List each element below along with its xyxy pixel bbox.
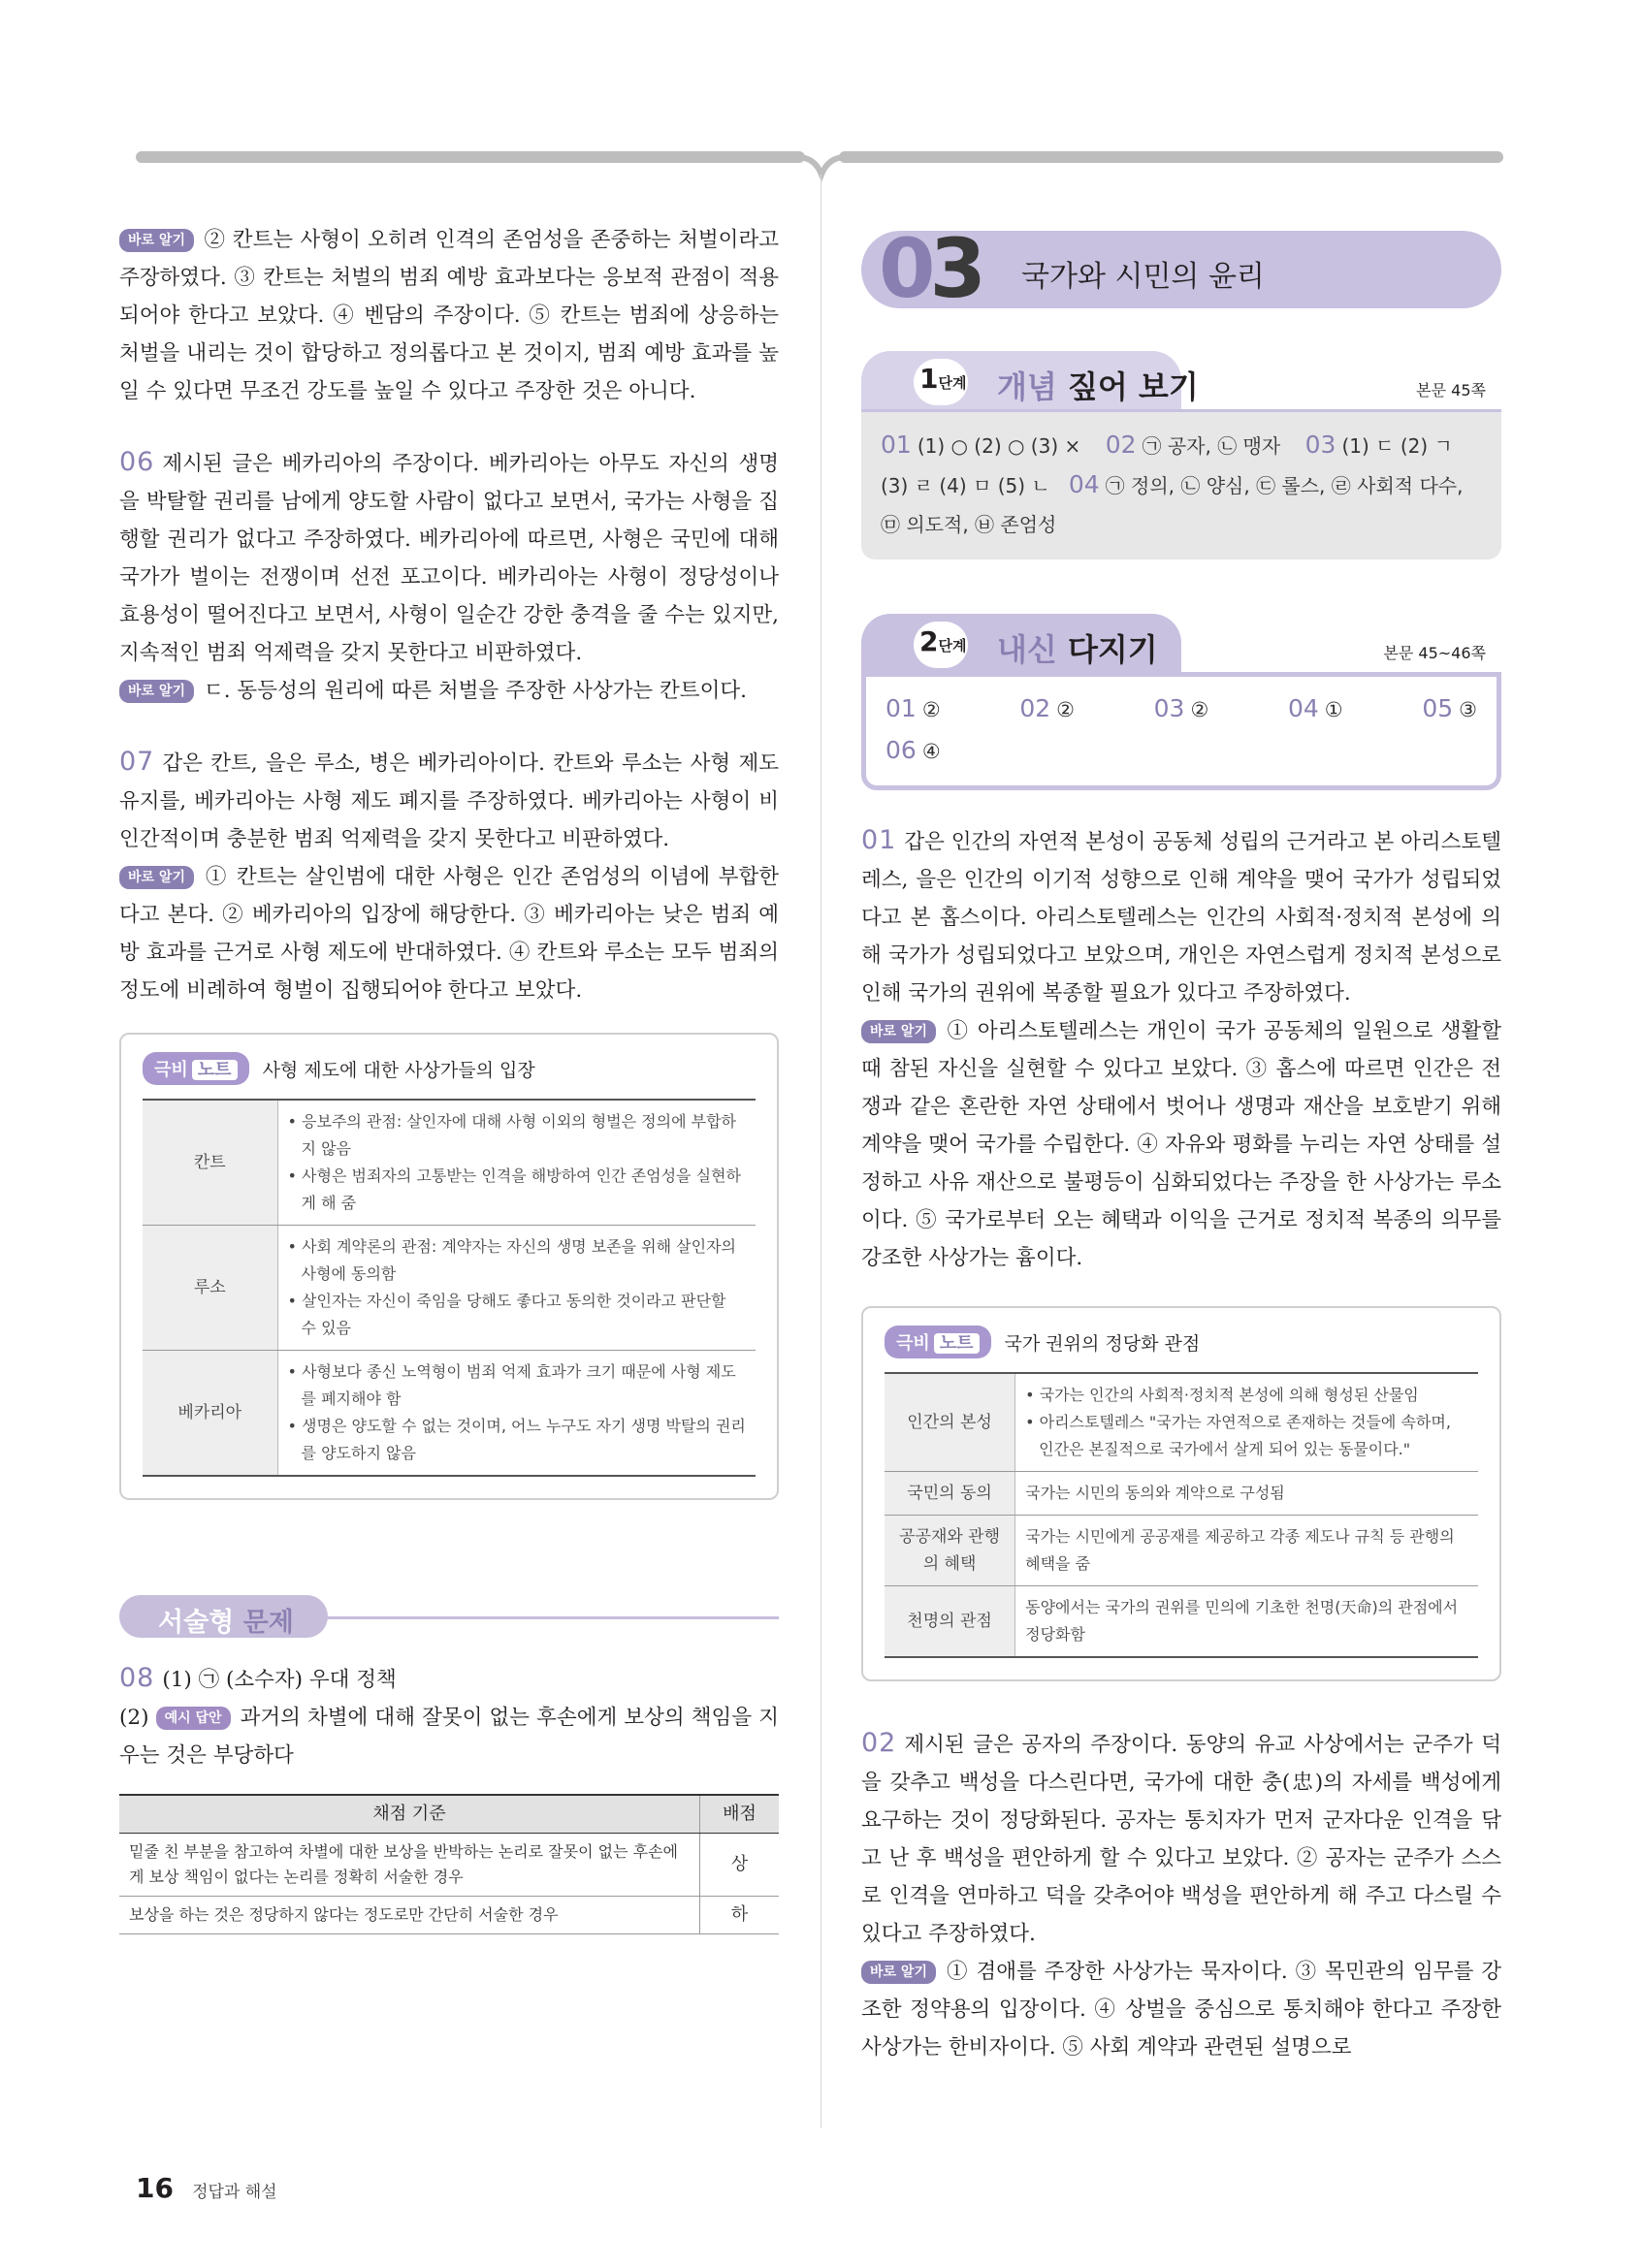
table-row: 칸트 • 응보주의 관점: 살인자에 대해 사형 이외의 형벌은 정의에 부합하지 않음 • 사형은 범죄자의 고통받는 인격을 해방하여 인간 존엄성을 실현하게 해 줌 xyxy=(143,1100,756,1226)
chapter-title: 국가와 시민의 윤리 xyxy=(1021,260,1265,294)
question-number: 07 xyxy=(119,747,155,777)
answer-02: 02 제시된 글은 공자의 주장이다. 동양의 유교 사상에서는 군주가 덕을 갖추고 백성을 다스린다면, 국가에 대한 충(忠)의 자세를 백성에게 요구하는 것이 정당화된다. 공자는 통치자가 먼저 군자다운 인격을 닦고 난 후 백성을 편안하게 할 수 있다고 보았다. ② 공자는 군주가 스스로 인격을 연마하고 덕을 갖추어야 백성을 편안하게 해 주고 다스릴 수 있다고 주장하였다. xyxy=(861,1728,1501,1946)
answer-07-correct: 바로 알기 ① 칸트는 살인범에 대한 사형은 인간 존엄성의 이념에 부합한다고 본다. ② 베카리아의 입장에 해당한다. ③ 베카리아는 낮은 범죄 예방 효과를 근거로 사형 제도에 반대하였다. ④ 칸트와 루소는 모두 범죄의 정도에 비례하여 형벌이 집행되어야 한다고 보았다. xyxy=(119,865,779,1003)
table-row: 인간의 본성 • 국가는 인간의 사회적·정치적 본성에 의해 형성된 산물임 • 아리스토텔레스 "국가는 자연적으로 존재하는 것들에 속하며, 인간은 본질적으로 국가에서 살게 되어 있는 동물이다." xyxy=(885,1373,1478,1472)
chapter-header xyxy=(861,221,1501,316)
stage-2-header: 2단계 내신 다지기 본문 45~46쪽 xyxy=(861,614,1501,672)
answer-08-part2: (2) 예시 답안 과거의 차별에 대해 잘못이 없는 후손에게 보상의 책임을 지우는 것은 부당하다 xyxy=(119,1706,779,1768)
question-number: 02 xyxy=(861,1728,897,1758)
note-title: 국가 권위의 정당화 관점 xyxy=(1004,1332,1201,1355)
left-column xyxy=(119,221,779,1934)
answer-02-correct: 바로 알기 ① 겸애를 주장한 사상가는 묵자이다. ③ 목민관의 임무를 강조한 정약용의 입장이다. ④ 상벌을 중심으로 통치해야 한다고 주장한 사상가는 한비자이다. ⑤ 사회 계약과 관련된 설명으로 xyxy=(861,1960,1501,2060)
stage-2-answers: 01 ② 02 ② 03 ② 04 ① 05 ③ 06 ④ xyxy=(861,672,1501,790)
top-bar-right xyxy=(839,151,1503,163)
answer-05-explanation: 바로 알기 ② 칸트는 사형이 오히려 인격의 존엄성을 존중하는 처벌이라고 주장하였다. ③ 칸트는 처벌의 범죄 예방 효과보다는 응보적 관점이 적용되어야 한다고 보았다. ④ 벤담의 주장이다. ⑤ 칸트는 범죄에 상응하는 처벌을 내리는 것이 합당하고 정의롭다고 본 것이지, 범죄 예방 효과를 높일 수 있다면 무조건 강도를 높일 수 있다고 주장한 것은 아니다. xyxy=(119,228,779,403)
note-box-death-penalty xyxy=(119,1033,779,1500)
top-bar-left xyxy=(136,151,805,163)
answer-01: 01 갑은 인간의 자연적 본성이 공동체 성립의 근거라고 본 아리스토텔레스, 을은 인간의 이기적 성향으로 인해 계약을 맺어 국가가 성립되었다고 본 홉스이다. 아리스토텔레스는 인간의 사회적·정치적 본성에 의해 국가가 성립되었다고 보았으며, 개인은 자연스럽게 정치적 본성으로 인해 국가의 권위에 복종할 필요가 있다고 주장하였다. xyxy=(861,825,1501,1006)
answer-06: 06 제시된 글은 베카리아의 주장이다. 베카리아는 아무도 자신의 생명을 박탈할 권리를 남에게 양도할 사람이 없다고 보면서, 국가는 사형을 집행할 권리가 없다고 주장하였다. 베카리아에 따르면, 사형은 국민에 대해 국가가 벌이는 전쟁이며 선전 포고이다. 베카리아는 사형이 정당성이나 효용성이 떨어진다고 보면서, 사형이 일순간 강한 충격을 줄 수는 있지만, 지속적인 범죄 억제력을 갖지 못한다고 비판하였다. xyxy=(119,447,779,665)
answer-07: 07 갑은 칸트, 을은 루소, 병은 베카리아이다. 칸트와 루소는 사형 제도 유지를, 베카리아는 사형 제도 폐지를 주장하였다. 베카리아는 사형이 비인간적이며 충분한 범죄 억제력을 갖지 못한다고 비판하였다. xyxy=(119,747,779,851)
note-tag: 극비 노트 xyxy=(143,1052,249,1085)
chapter-number: 03 xyxy=(879,221,981,316)
table-row: 루소 • 사회 계약론의 관점: 계약자는 자신의 생명 보존을 위해 살인자의 사형에 동의함 • 살인자는 자신이 죽임을 당해도 좋다고 동의한 것이라고 판단할 수 있음 xyxy=(143,1226,756,1351)
page-footer xyxy=(136,2172,277,2204)
table-row: 밑줄 친 부분을 참고하여 차별에 대한 보상을 반박하는 논리로 잘못이 없는 후손에게 보상 책임이 없다는 논리를 정확히 서술한 경우 상 xyxy=(119,1834,779,1897)
table-row: 국민의 동의 국가는 시민의 동의와 계약으로 구성됨 xyxy=(885,1472,1478,1516)
page-number: 16 xyxy=(136,2172,174,2204)
question-number: 06 xyxy=(119,447,155,477)
table-row: 공공재와 관행의 혜택 국가는 시민에게 공공재를 제공하고 각종 제도나 규칙 등 관행의 혜택을 줌 xyxy=(885,1516,1478,1586)
note-box-state-authority xyxy=(861,1306,1501,1681)
answer-08-part1: 08 (1) ㉠ (소수자) 우대 정책 xyxy=(119,1663,397,1693)
table-row: 천명의 관점 동양에서는 국가의 권위를 민의에 기초한 천명(天命)의 관점에서 정당화함 xyxy=(885,1586,1478,1658)
top-bar-notch xyxy=(797,145,846,184)
table-row: 베카리아 • 사형보다 종신 노역형이 범죄 억제 효과가 크기 때문에 사형 제도를 폐지해야 함 • 생명은 양도할 수 없는 것이며, 어느 누구도 자기 생명 박탈의 권리를 양도하지 않음 xyxy=(143,1351,756,1477)
note-title: 사형 제도에 대한 사상가들의 입장 xyxy=(262,1059,535,1081)
correct-badge: 바로 알기 xyxy=(861,1020,936,1043)
correct-badge: 바로 알기 xyxy=(119,866,194,889)
correct-badge: 바로 알기 xyxy=(119,680,194,703)
note-tag: 극비 노트 xyxy=(885,1326,991,1358)
question-number: 08 xyxy=(119,1663,155,1693)
answer-06-correct: 바로 알기 ㄷ. 동등성의 원리에 따른 처벌을 주장한 사상가는 칸트이다. xyxy=(119,672,779,710)
correct-badge: 바로 알기 xyxy=(861,1961,936,1984)
section-header-essay: 서술형 문제 xyxy=(119,1587,779,1645)
question-number: 01 xyxy=(861,825,897,855)
answer-01-correct: 바로 알기 ① 아리스토텔레스는 개인이 국가 공동체의 일원으로 생활할 때 참된 자신을 실현할 수 있다고 보았다. ③ 홉스에 따르면 인간은 전쟁과 같은 혼란한 자연 상태에서 벗어나 생명과 재산을 보호받기 위해 계약을 맺어 국가를 수립한다. ④ 자유와 평화를 누리는 자연 상태를 설정하고 사유 재산으로 불평등이 심화되었다는 주장을 한 사상가는 루소이다. ⑤ 국가로부터 오는 혜택과 이익을 근거로 정치적 복종의 의무를 강조한 사상가는 흄이다. xyxy=(861,1019,1501,1270)
note-table xyxy=(143,1099,756,1477)
stage-1-answers: 01 (1) ○ (2) ○ (3) × 02 ㉠ 공자, ㉡ 맹자 03 (1) ㄷ (2) ㄱ (3) ㄹ (4) ㅁ (5) ㄴ 04 ㉠ 정의, ㉡ 양심, ㉢ 롤스, ㉣ 사회적 다수, ㉤ 의도적, ㉥ 존엄성 xyxy=(861,409,1501,559)
correct-badge: 바로 알기 xyxy=(119,229,194,252)
sample-answer-badge: 예시 답안 xyxy=(156,1707,231,1730)
grading-table: 채점 기준 배점 밑줄 친 부분을 참고하여 차별에 대한 보상을 반박하는 논리로 잘못이 없는 후손에게 보상 책임이 없다는 논리를 정확히 서술한 경우 상 보상을 하는 것은 정당하지 않다는 정도로만 간단히 서술한 경우 하 xyxy=(119,1794,779,1934)
note-table xyxy=(885,1372,1478,1658)
stage-1-header: 1단계 개념 짚어 보기 본문 45쪽 xyxy=(861,351,1501,409)
footer-text: 정답과 해설 xyxy=(192,2183,277,2202)
right-column xyxy=(861,221,1501,2066)
table-row: 보상을 하는 것은 정당하지 않다는 정도로만 간단히 서술한 경우 하 xyxy=(119,1897,779,1934)
